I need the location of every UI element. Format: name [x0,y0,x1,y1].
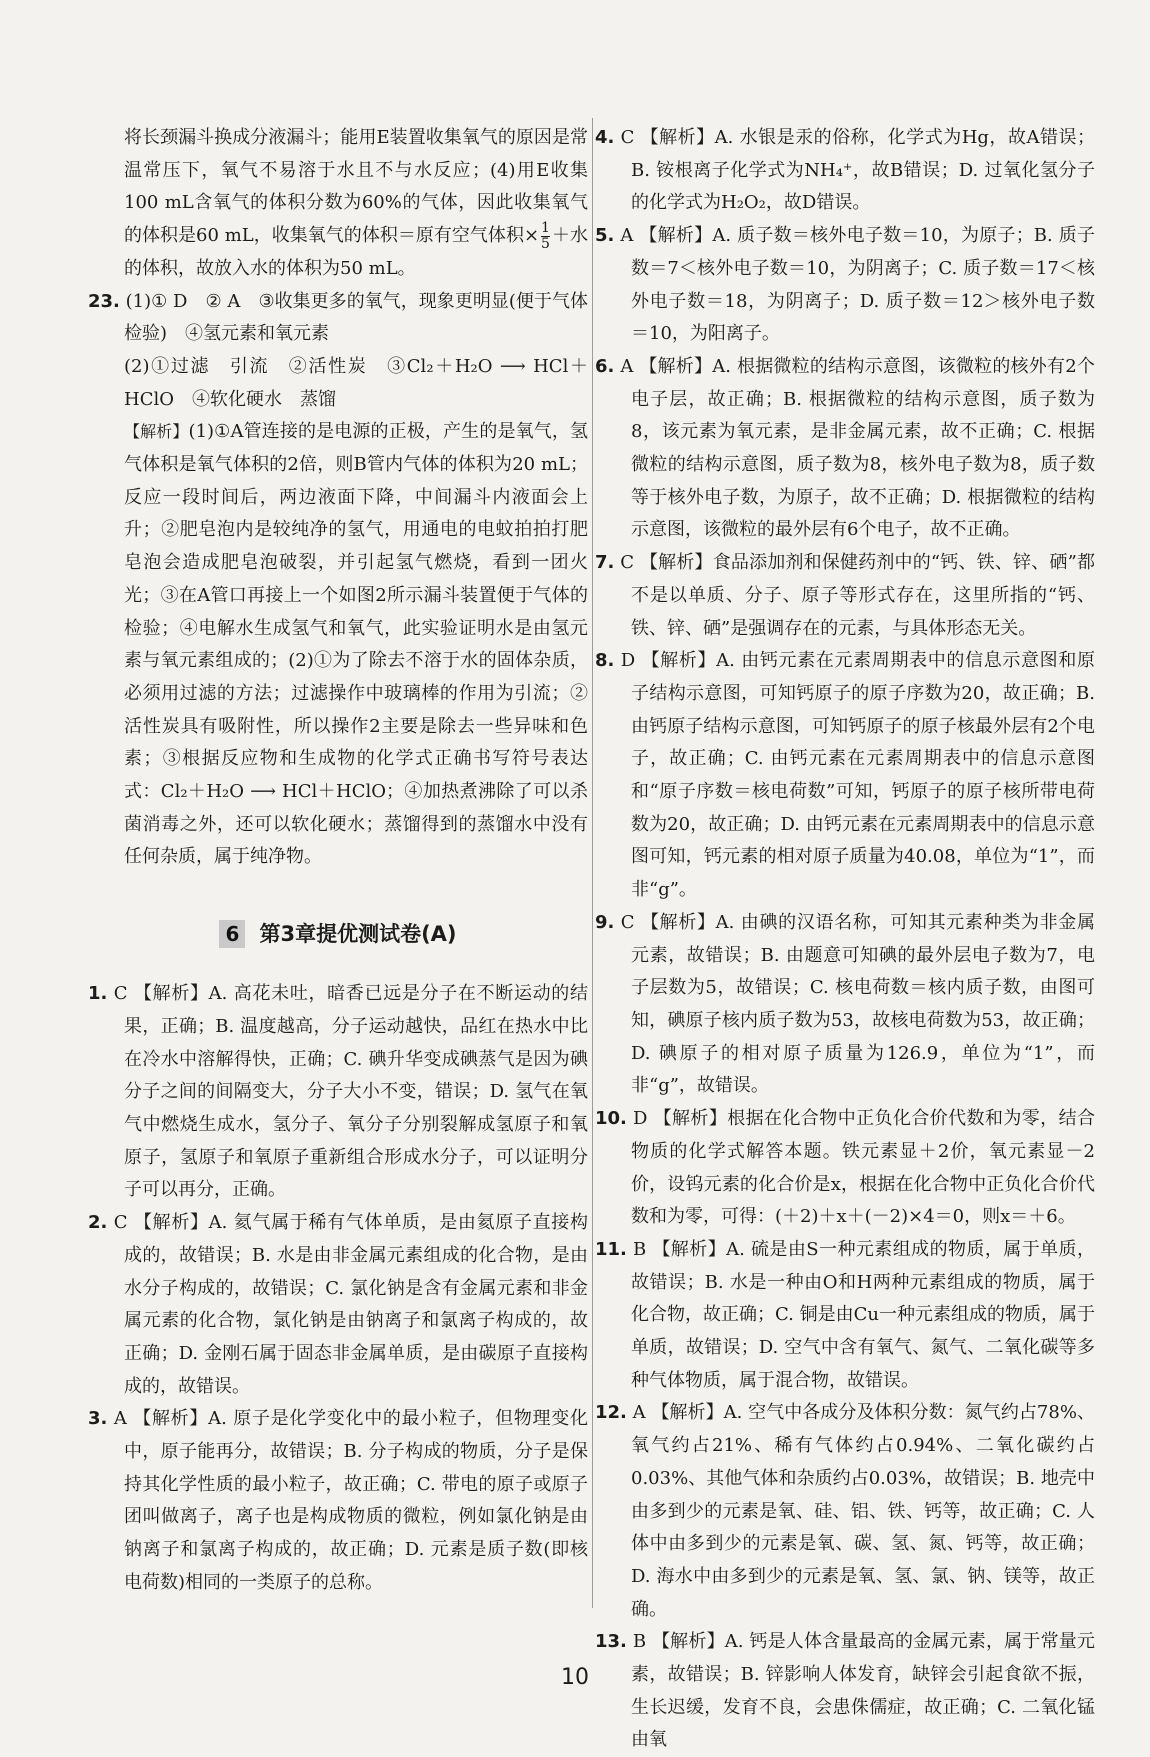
answer-letter: C [620,911,635,933]
section-number: 6 [219,920,245,948]
analysis-text: 【解析】A. 水银是汞的俗称，化学式为Hg，故A错误；B. 铵根离子化学式为NH₄⁺，故B错误；D. 过氧化氢分子的化学式为H₂O₂，故D错误。 [631,127,1095,214]
analysis-text: 【解析】A. 硫是由S一种元素组成的物质，属于单质，故错误；B. 水是一种由O和H两种元素组成的物质，属于化合物，故正确；C. 铜是由Cu一种元素组成的物质，属于单质，故错误；D. 空气中含有氧气、氮气、二氧化碳等多种气体物质，属于混合物，故错误。 [631,1238,1095,1391]
continued-text: 将长颈漏斗换成分液漏斗；能用E装置收集氧气的原因是常温常压下，氧气不易溶于水且不与水反应；(4)用E收集100 mL含氧气的体积分数为60%的气体，因此收集氧气的体积是60 mL，收集氧气的体积＝原有空气体积× [124,127,588,247]
question-2 [88,1207,588,1403]
question-number: 3. [88,1408,108,1430]
question-6 [595,351,1095,547]
question-number: 1. [88,983,108,1005]
question-12 [595,1397,1095,1626]
question-3 [88,1403,588,1599]
question-number: 8. [595,650,615,672]
fraction-denominator: 5 [541,235,550,252]
analysis-text: 【解析】A. 钙是人体含量最高的金属元素，属于常量元素，故错误；B. 锌影响人体发育，缺锌会引起食欲不振，生长迟缓，发育不良，会患侏儒症，故正确；C. 二氧化锰由氧 [631,1631,1095,1751]
question-9 [595,907,1095,1103]
analysis-text: 【解析】A. 原子是化学变化中的最小粒子，但物理变化中，原子能再分，故错误；B. 分子构成的物质，分子是保持其化学性质的最小粒子，故正确；C. 带电的原子或原子团叫做离子，离子也是构成物质的微粒，例如氯化钠是由钠离子和氯离子构成的，故正确；D. 元素是质子数(即核电荷数)相同的一类原子的总称。 [124,1408,588,1593]
analysis-text: (1)①A管连接的是电源的正极，产生的是氧气，氢气体积是氧气体积的2倍，则B管内气体的体积为20 mL；反应一段时间后，两边液面下降，中间漏斗内液面会上升；②肥皂泡内是较纯净的氢气，用通电的电蚊拍拍打肥皂泡会造成肥皂泡破裂，并引起氢气燃烧，看到一团火光；③在A管口再接上一个如图2所示漏斗装置便于气体的检验；④电解水生成氢气和氧气，此实验证明水是由氢元素与氧元素组成的；(2)①为了除去不溶于水的固体杂质，必须用过滤的方法；过滤操作中玻璃棒的作用为引流；②活性炭具有吸附性，所以操作2主要是除去一些异味和色素；③根据反应物和生成物的化学式正确书写符号表达式：Cl₂＋H₂O ⟶ HCl＋HClO；④加热煮沸除了可以杀菌消毒之外，还可以软化硬水；蒸馏得到的蒸馏水中没有任何杂质，属于纯净物。 [124,421,588,868]
question-7 [595,547,1095,645]
section-title-text: 第3章提优测试卷(A) [259,922,457,947]
answer-part-2: (2)①过滤 引流 ②活性炭 ③Cl₂＋H₂O ⟶ HCl＋HClO ④软化硬水 蒸馏 [124,355,588,410]
analysis-text: 【解析】根据在化合物中正负化合价代数和为零，结合物质的化学式解答本题。铁元素显＋2价，氧元素显－2价，设钨元素的化合价是x，根据在化合物中正负化合价代数和为零，可得：(＋2)＋x＋(－2)×4＝0，则x＝＋6。 [631,1108,1095,1228]
continued-paragraph [88,122,588,286]
answer-letter: B [633,1238,647,1260]
answer-letter: D [633,1108,648,1130]
analysis-text: 【解析】A. 质子数＝核外电子数＝10，为原子；B. 质子数＝7＜核外电子数＝10，为阴离子；C. 质子数＝17＜核外电子数＝18，为阴离子；D. 质子数＝12＞核外电子数＝10，为阳离子。 [631,225,1095,345]
right-column [595,122,1095,1757]
answer-letter: C [620,552,635,574]
analysis-tag: 【解析】 [124,422,189,442]
answer-letter: C [113,983,128,1005]
analysis-text: 【解析】A. 由钙元素在元素周期表中的信息示意图和原子结构示意图，可知钙原子的原子序数为20，故正确；B. 由钙原子结构示意图，可知钙原子的原子核最外层有2个电子，故正确；C. 由钙元素在元素周期表中的信息示意图和“原子序数＝核电荷数”可知，钙原子的原子核所带电荷数为20，故正确；D. 由钙元素在元素周期表中的信息示意图可知，钙元素的相对原子质量为40.08，单位为“1”，而非“g”。 [631,650,1095,901]
section-title [88,918,588,948]
question-23 [88,286,588,351]
fraction-numerator: 1 [541,219,550,236]
analysis-text: 【解析】食品添加剂和保健药剂中的“钙、铁、锌、硒”都不是以单质、分子、原子等形式存在，这里所指的“钙、铁、锌、硒”是强调存在的元素，与具体形态无关。 [631,552,1095,639]
answer-letter: C [620,127,635,148]
question-number: 23. [88,290,120,312]
question-number: 7. [595,552,615,574]
analysis-text: 【解析】A. 高花未吐，暗香已远是分子在不断运动的结果，正确；B. 温度越高，分子运动越快，品红在热水中比在冷水中溶解得快，正确；C. 碘升华变成碘蒸气是因为碘分子之间的间隔变大，分子大小不变，错误；D. 氢气在氧气中燃烧生成水，氢分子、氧分子分别裂解成氢原子和氧原子，氢原子和氧原子重新组合形成水分子，可以证明分子可以再分，正确。 [124,983,588,1201]
question-1 [88,978,588,1207]
question-number: 10. [595,1108,627,1130]
analysis-text: 【解析】A. 由碘的汉语名称，可知其元素种类为非金属元素，故错误；B. 由题意可知碘的最外层电子数为7，电子层数为5，故错误；C. 核电荷数＝核内质子数，由图可知，碘原子核内质子数为53，故核电荷数为53，故正确；D. 碘原子的相对原子质量为126.9，单位为“1”，而非“g”，故错误。 [631,911,1095,1097]
question-4 [595,122,1095,220]
question-number: 6. [595,355,615,377]
left-column [88,122,588,1600]
question-number: 9. [595,911,615,933]
question-23-analysis [88,416,588,874]
continued-text-tail: ＋水的体积，故放入水的体积为50 mL。 [124,225,588,279]
answer-letter: A [632,1402,646,1424]
fraction [541,221,550,252]
question-number: 2. [88,1212,108,1234]
answer-letter: A [620,355,634,377]
question-number: 12. [595,1402,627,1424]
analysis-text: 【解析】A. 氦气属于稀有气体单质，是由氦原子直接构成的，故错误；B. 水是由非金属元素组成的化合物，是由水分子构成的，故错误；C. 氯化钠是含有金属元素和非金属元素的化合物，氯化钠是由钠离子和氯离子构成的，故正确；D. 金刚石属于固态非金属单质，是由碳原子直接构成的，故错误。 [124,1212,588,1397]
answer-letter: D [620,650,636,672]
question-13 [595,1626,1095,1757]
column-divider [592,118,593,1608]
question-5 [595,220,1095,351]
answer-letter: A [620,225,634,247]
question-number: 11. [595,1238,627,1260]
answer-part-1: (1)① D ② A ③收集更多的氧气，现象更明显(便于气体检验) ④氢元素和氧元素 [124,290,588,345]
page-number: 10 [561,1665,589,1690]
answer-letter: B [632,1631,647,1653]
question-number: 4. [595,127,615,148]
answer-letter: A [113,1408,127,1430]
question-number: 13. [595,1631,627,1653]
question-8 [595,645,1095,907]
question-11 [595,1234,1095,1398]
analysis-text: 【解析】A. 根据微粒的结构示意图，该微粒的核外有2个电子层，故正确；B. 根据微粒的结构示意图，质子数为8，该元素为氧元素，是非金属元素，故不正确；C. 根据微粒的结构示意图，质子数为8，核外电子数为8，质子数等于核外电子数，为原子，故不正确；D. 根据微粒的结构示意图，该微粒的最外层有6个电子，故不正确。 [631,355,1095,541]
question-10 [595,1103,1095,1234]
answer-letter: C [113,1212,128,1234]
analysis-text: 【解析】A. 空气中各成分及体积分数：氮气约占78%、氧气约占21%、稀有气体约占0.94%、二氧化碳约占0.03%、其他气体和杂质约占0.03%，故错误；B. 地壳中由多到少的元素是氧、硅、铝、铁、钙等，故正确；C. 人体中由多到少的元素是氧、碳、氢、氮、钙等，故正确；D. 海水中由多到少的元素是氧、氢、氯、钠、镁等，故正确。 [631,1402,1095,1620]
question-number: 5. [595,225,615,247]
